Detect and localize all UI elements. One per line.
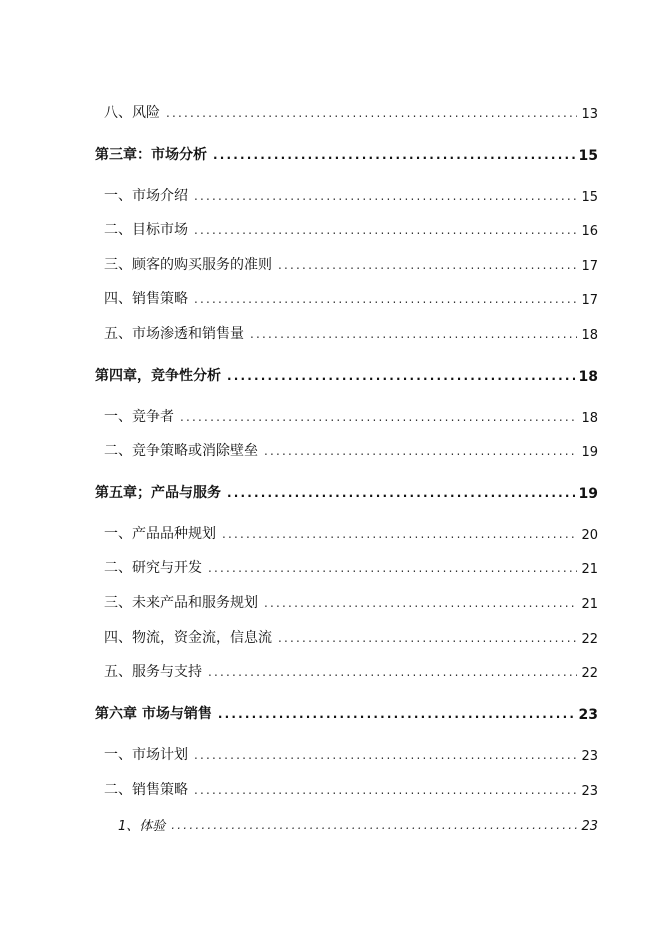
toc-entry-title: 第六章 市场与销售 (95, 706, 212, 722)
toc-entry[interactable] (104, 744, 598, 764)
toc-entry-page: 20 (581, 528, 598, 543)
toc-entry-title: 第四章，竞争性分析 (95, 368, 221, 384)
dot-leader (208, 666, 577, 678)
toc-entry-page: 15 (581, 190, 598, 205)
toc-entry-title: 第三章：市场分析 (95, 147, 207, 163)
toc-entry-title: 五、市场渗透和销售量 (104, 326, 244, 342)
toc-entry-page: 23 (581, 819, 598, 834)
toc-entry-title: 二、销售策略 (104, 782, 188, 798)
toc-entry-page: 15 (578, 148, 598, 164)
toc-entry[interactable] (104, 406, 598, 426)
toc-entry-page: 17 (581, 259, 598, 274)
dot-leader (264, 597, 577, 609)
toc-entry[interactable] (104, 323, 598, 343)
dot-leader (264, 445, 577, 457)
toc-entry-title: 二、研究与开发 (104, 560, 202, 576)
dot-leader (194, 784, 577, 796)
toc-entry[interactable] (104, 219, 598, 239)
toc-entry-page: 22 (581, 632, 598, 647)
toc-entry-page: 18 (581, 411, 598, 426)
toc-entry-page: 13 (581, 107, 598, 122)
dot-leader (171, 819, 577, 831)
toc-entry-title: 四、物流，资金流，信息流 (104, 630, 272, 646)
toc-entry-page: 22 (581, 666, 598, 681)
toc-entry-title: 三、顾客的购买服务的准则 (104, 257, 272, 273)
dot-leader (166, 107, 577, 119)
toc-chapter-entry[interactable] (95, 144, 598, 164)
toc-entry-page: 23 (578, 707, 598, 723)
toc-chapter-entry[interactable] (95, 482, 598, 502)
dot-leader (227, 370, 575, 382)
toc-entry-page: 21 (581, 597, 598, 612)
dot-leader (213, 149, 575, 161)
toc-entry-title: 三、未来产品和服务规划 (104, 595, 258, 611)
toc-entry-title: 一、市场计划 (104, 747, 188, 763)
dot-leader (180, 411, 577, 423)
toc-entry-title: 1、体验 (118, 819, 166, 834)
toc-entry-page: 19 (578, 486, 598, 502)
toc-entry[interactable] (104, 592, 598, 612)
toc-entry[interactable] (104, 779, 598, 799)
toc-entry-title: 一、竞争者 (104, 409, 174, 425)
toc-entry-page: 17 (581, 293, 598, 308)
toc-entry-title: 一、市场介绍 (104, 188, 188, 204)
toc-entry-page: 18 (581, 328, 598, 343)
toc-entry-page: 19 (581, 445, 598, 460)
dot-leader (250, 328, 577, 340)
dot-leader (218, 708, 575, 720)
dot-leader (194, 190, 577, 202)
toc-entry[interactable] (104, 661, 598, 681)
toc-entry-title: 第五章；产品与服务 (95, 485, 221, 501)
toc-entry-page: 16 (581, 224, 598, 239)
dot-leader (227, 487, 575, 499)
toc-entry-page: 23 (581, 784, 598, 799)
toc-entry-page: 23 (581, 749, 598, 764)
toc-chapter-entry[interactable] (95, 365, 598, 385)
dot-leader (222, 528, 577, 540)
toc-entry[interactable] (104, 523, 598, 543)
toc-entry[interactable] (104, 627, 598, 647)
toc-entry-page: 21 (581, 562, 598, 577)
toc-entry[interactable] (104, 440, 598, 460)
toc-subentry[interactable] (118, 814, 598, 834)
dot-leader (278, 259, 577, 271)
dot-leader (194, 224, 577, 236)
dot-leader (194, 749, 577, 761)
toc-entry-title: 四、销售策略 (104, 291, 188, 307)
toc-chapter-entry[interactable] (95, 703, 598, 723)
toc-entry[interactable] (104, 254, 598, 274)
toc-entry[interactable] (104, 557, 598, 577)
toc-entry-page: 18 (578, 369, 598, 385)
toc-entry-title: 二、竞争策略或消除壁垒 (104, 443, 258, 459)
dot-leader (278, 632, 577, 644)
toc-entry-title: 八、风险 (104, 105, 160, 121)
toc-entry-title: 二、目标市场 (104, 222, 188, 238)
dot-leader (208, 562, 577, 574)
toc-entry-title: 五、服务与支持 (104, 664, 202, 680)
toc-entry[interactable] (104, 185, 598, 205)
dot-leader (194, 293, 577, 305)
toc-entry-title: 一、产品品种规划 (104, 526, 216, 542)
toc-entry[interactable] (104, 288, 598, 308)
toc-entry[interactable] (104, 102, 598, 122)
